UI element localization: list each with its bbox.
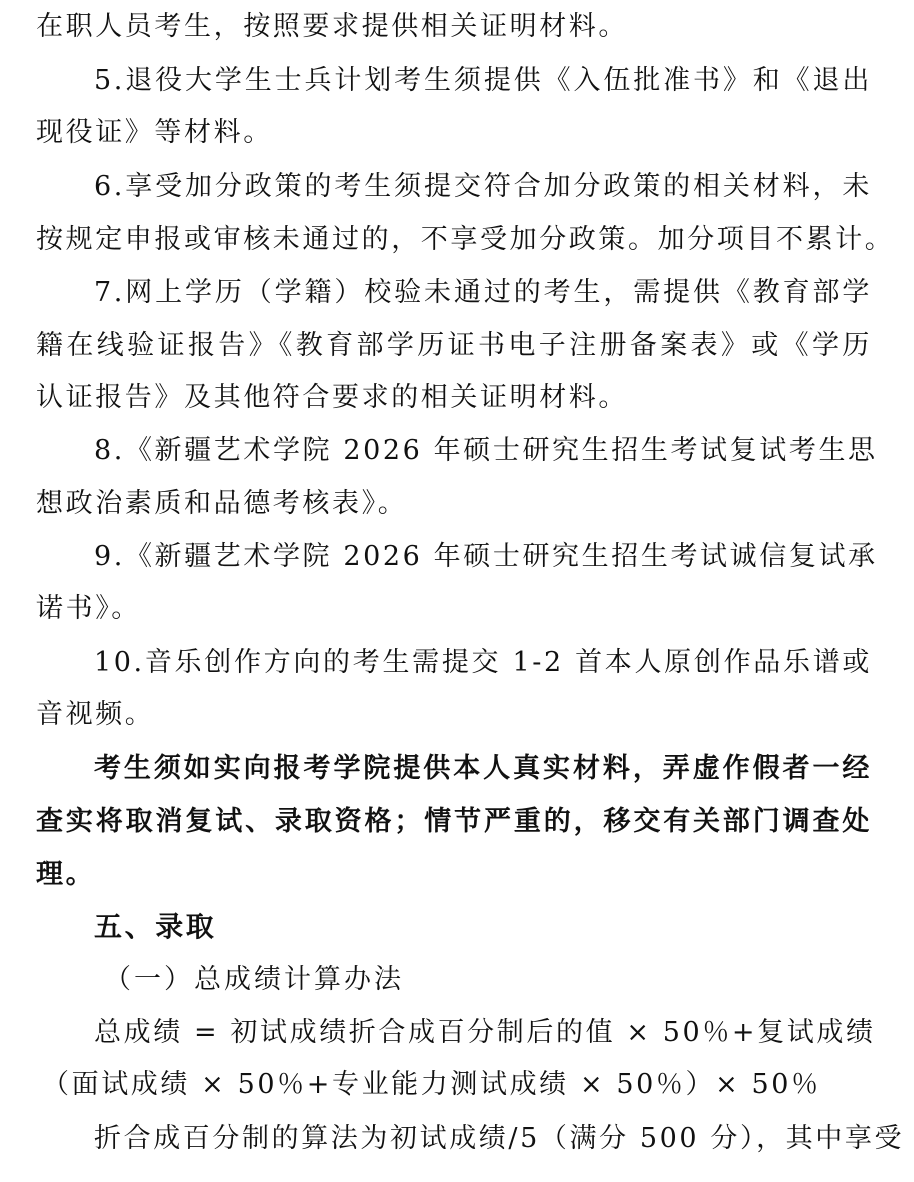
item-10-line-2: 音视频。: [36, 699, 155, 730]
warning-line-2: 查实将取消复试、录取资格；情节严重的，移交有关部门调查处: [36, 806, 872, 837]
item-10-line-1: 10.音乐创作方向的考生需提交 1-2 首本人原创作品乐谱或: [94, 647, 872, 678]
item-7-line-3: 认证报告》及其他符合要求的相关证明材料。: [36, 382, 628, 413]
item-9-line-2: 诺书》。: [36, 593, 141, 624]
item-6-line-1: 6.享受加分政策的考生须提交符合加分政策的相关材料，未: [94, 171, 872, 202]
warning-line-3: 理。: [36, 859, 96, 890]
item-9-line-1: 9.《新疆艺术学院 2026 年硕士研究生招生考试诚信复试承: [94, 541, 878, 572]
formula-line-1: 总成绩 = 初试成绩折合成百分制后的值 × 50％+复试成绩: [94, 1017, 876, 1048]
formula-line-2: （面试成绩 × 50％+专业能力测试成绩 × 50％）× 50％: [42, 1069, 821, 1100]
item-7-line-2: 籍在线验证报告》《教育部学历证书电子注册备案表》或《学历: [36, 330, 872, 361]
item-5-line-1: 5.退役大学生士兵计划考生须提供《入伍批准书》和《退出: [94, 65, 872, 96]
item-8-line-2: 想政治素质和品德考核表》。: [36, 488, 408, 519]
item-5-line-2: 现役证》等材料。: [36, 117, 273, 148]
subsection-heading-score: （一）总成绩计算办法: [104, 964, 404, 995]
warning-line-1: 考生须如实向报考学院提供本人真实材料，弄虚作假者一经: [94, 753, 872, 784]
item-6-line-2: 按规定申报或审核未通过的，不享受加分政策。加分项目不累计。: [36, 224, 895, 255]
text-line-1: 在职人员考生，按照要求提供相关证明材料。: [36, 11, 628, 42]
section-heading-admission: 五、录取: [94, 910, 217, 943]
item-7-line-1: 7.网上学历（学籍）校验未通过的考生，需提供《教育部学: [94, 277, 872, 308]
conversion-line-1: 折合成百分制的算法为初试成绩/5（满分 500 分），其中享受: [94, 1123, 905, 1154]
item-8-line-1: 8.《新疆艺术学院 2026 年硕士研究生招生考试复试考生思: [94, 435, 878, 466]
